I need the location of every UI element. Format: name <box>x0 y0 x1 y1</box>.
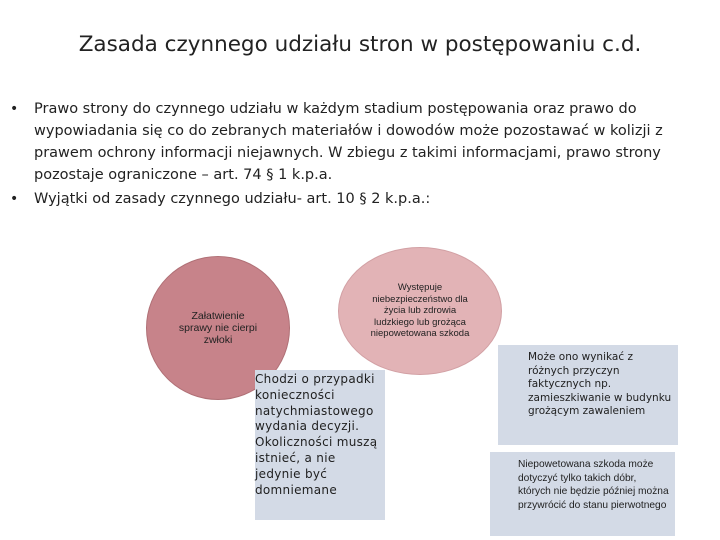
box-irreparable-damage <box>490 452 675 536</box>
box-causes <box>498 345 678 445</box>
circle-danger-text: Występuje niebezpieczeństwo dla życia lub zdrowia ludzkiego lub grożąca niepowetowana szkoda <box>370 282 470 340</box>
box-irreparable-damage-text: Niepowetowana szkoda może dotyczyć tylko takich dóbr, których nie będzie później można przywrócić do stanu pierwotnego <box>518 459 669 511</box>
bullet-icon: • <box>10 101 19 117</box>
circle-danger <box>338 247 502 375</box>
bullet-icon: • <box>10 191 19 207</box>
bullet-item <box>10 188 710 210</box>
bullet-list <box>10 98 710 212</box>
slide-title: Zasada czynnego udziału stron w postępowaniu c.d. <box>78 32 642 57</box>
bullet-text: Wyjątki od zasady czynnego udziału- art. 10 § 2 k.p.a.: <box>34 191 431 207</box>
box-immediate-decision <box>255 370 385 520</box>
circle-no-delay-text: Załatwienie sprawy nie cierpi zwłoki <box>178 310 258 346</box>
bullet-text: Prawo strony do czynnego udziału w każdym stadium postępowania oraz prawo do wypowiadania się co do zebranych materiałów i dowodów może pozostawać w kolizji z prawem ochrony informacji niejawnych. W zbiegu z takimi informacjami, prawo strony pozostaje ograniczone – art. 74 § 1 k.p.a. <box>34 101 663 183</box>
box-immediate-decision-text: Chodzi o przypadki konieczności natychmiastowego wydania decyzji. Okoliczności muszą istnieć, a nie jedynie być domniemane <box>255 372 378 497</box>
box-causes-text: Może ono wynikać z różnych przyczyn faktycznych np. zamieszkiwanie w budynku grożącym zawaleniem <box>528 351 672 417</box>
bullet-item <box>10 98 710 186</box>
